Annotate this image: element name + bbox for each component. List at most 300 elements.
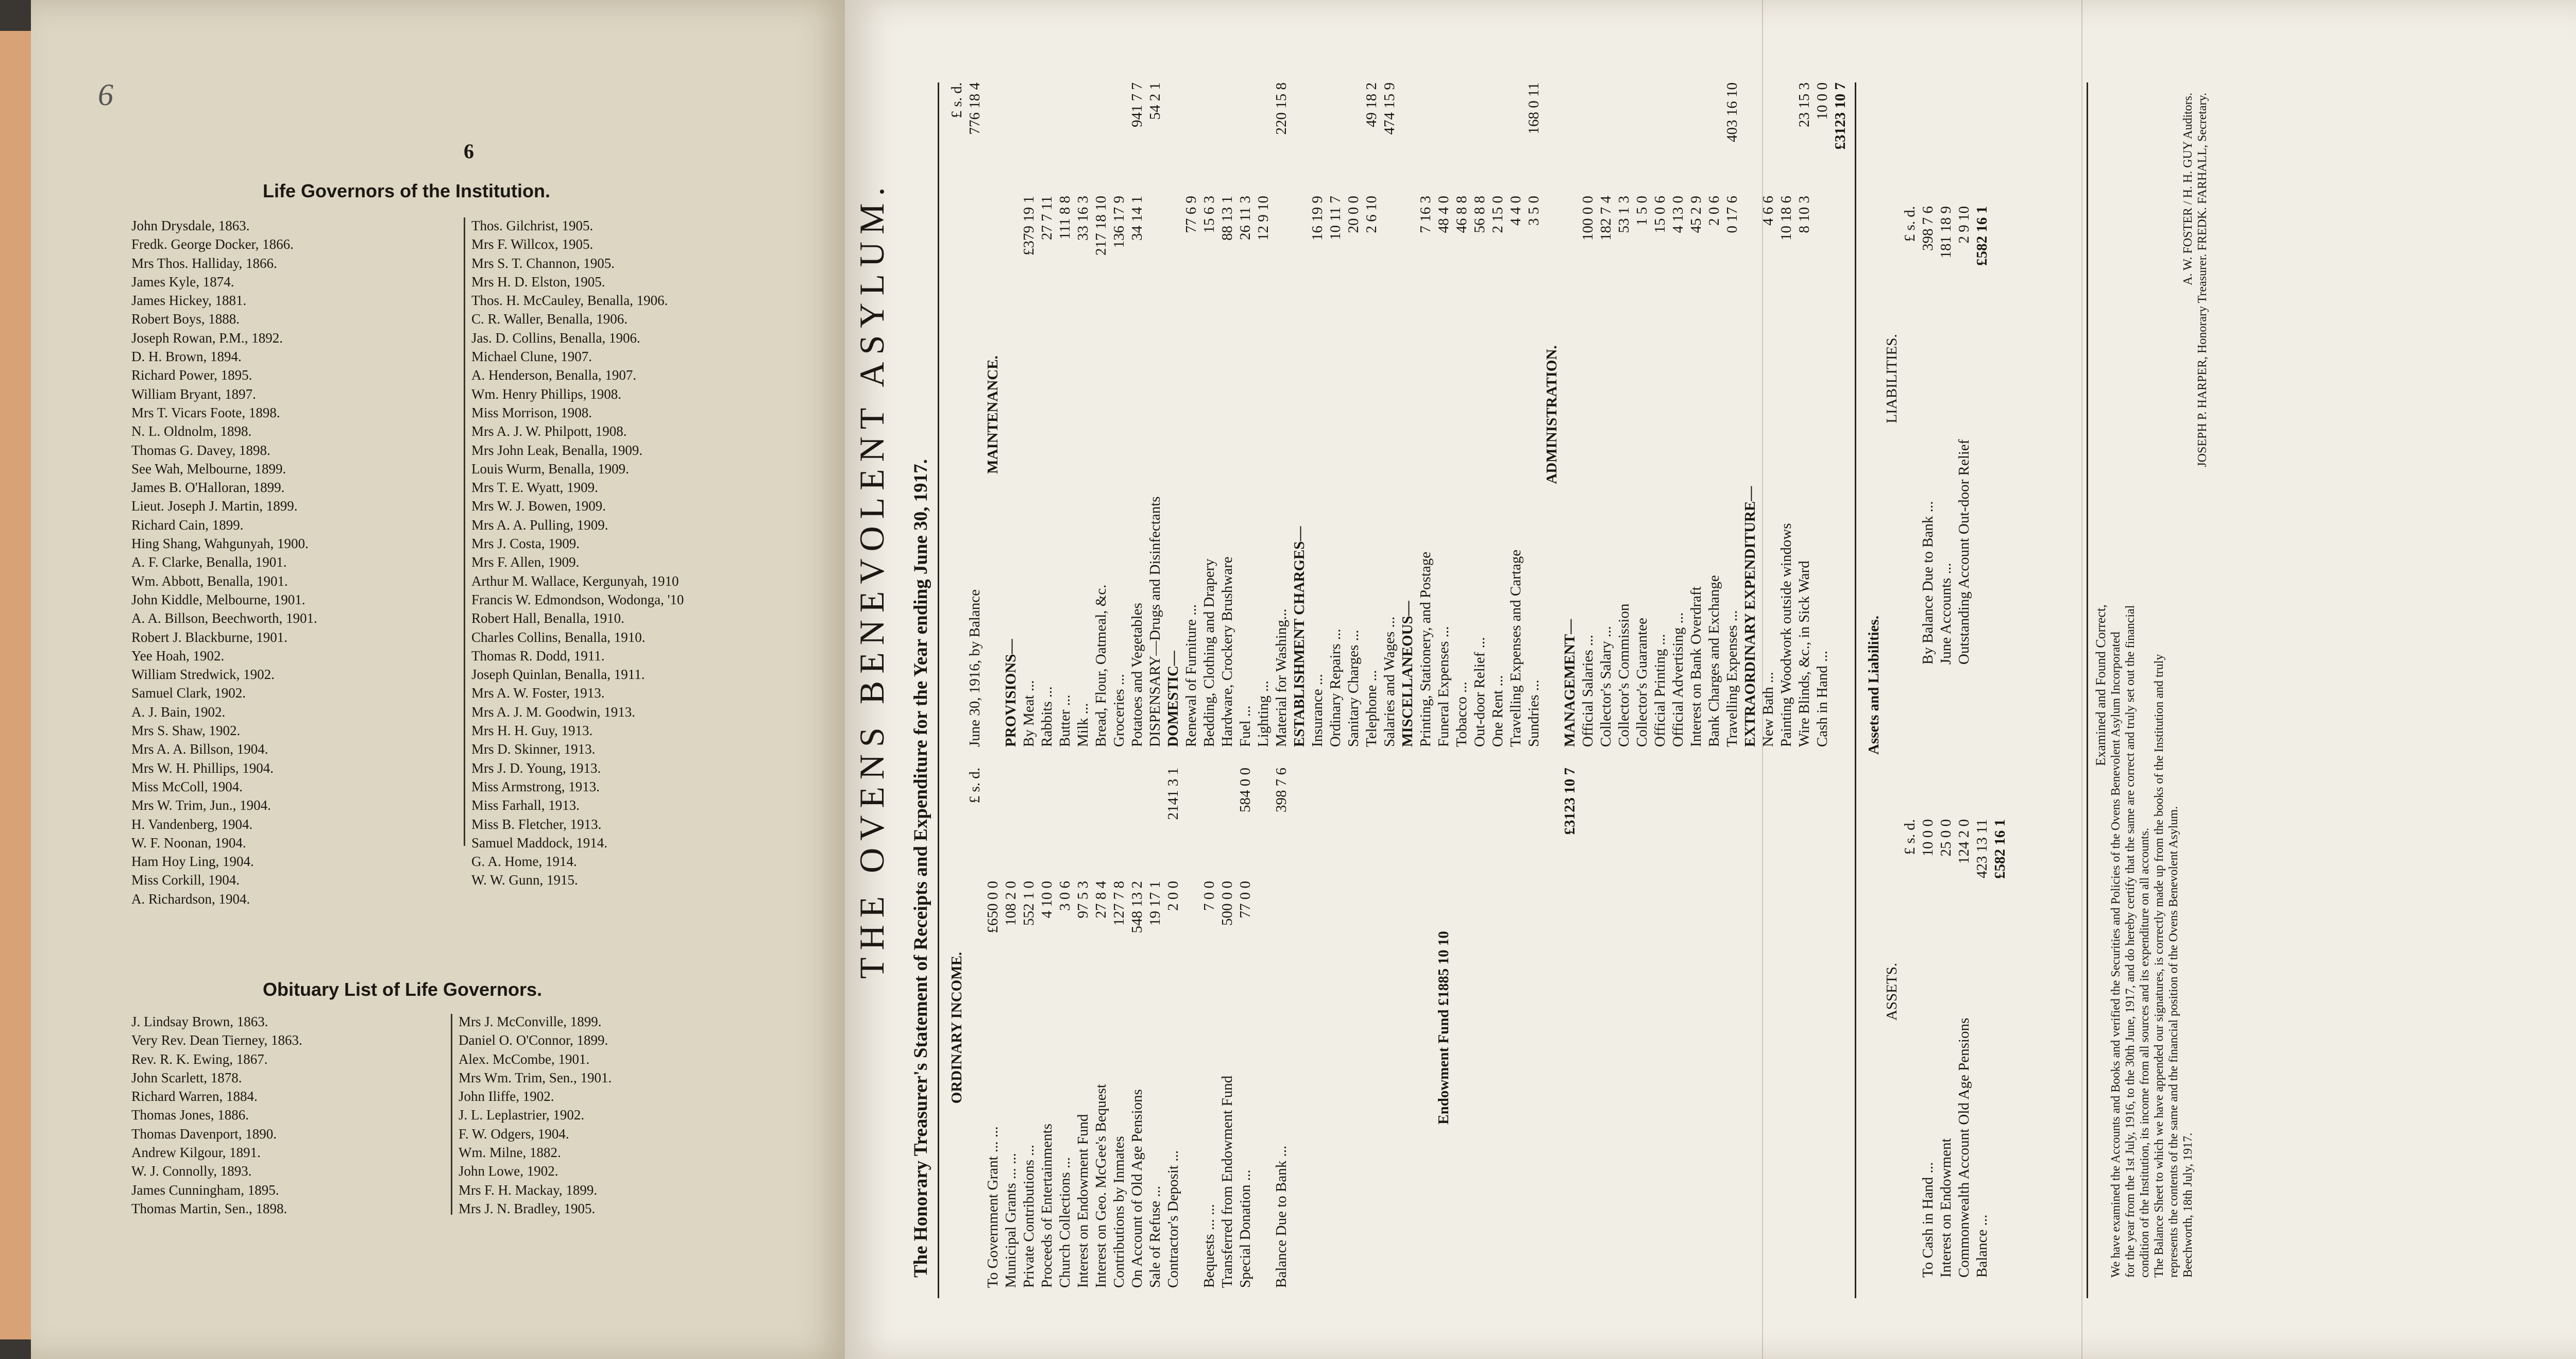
ledger-label: Sale of Refuse ...	[1147, 1185, 1163, 1288]
ledger-row	[1991, 706, 2009, 1278]
governor-entry: Samuel Maddock, 1914.	[471, 835, 607, 851]
ledger-amounts	[984, 768, 1002, 979]
liabilities-column	[1883, 93, 2009, 665]
ledger-total	[1110, 82, 1128, 180]
ledger-amount	[966, 881, 984, 979]
assets-column	[1883, 706, 2009, 1278]
ledger-total	[1777, 82, 1795, 180]
ledger-amount: 100 0 0	[1580, 196, 1596, 241]
ledger-total	[1973, 706, 1991, 804]
governor-entry: Hing Shang, Wahgunyah, 1900.	[131, 536, 309, 552]
establishment-header: ESTABLISHMENT CHARGES—	[1291, 526, 1308, 747]
governor-entry: Thomas G. Davey, 1898.	[131, 442, 270, 458]
ledger-amounts	[1525, 82, 1543, 294]
ledger-amounts	[1669, 82, 1687, 294]
ledger-row	[1615, 82, 1633, 747]
governor-entry: Mrs F. Willcox, 1905.	[471, 236, 594, 252]
ledger-row	[1218, 768, 1236, 1288]
governor-entry: Samuel Clark, 1902.	[131, 685, 246, 701]
ledger-total	[1002, 768, 1020, 865]
auditor-1: A. W. FOSTER	[2181, 208, 2195, 285]
obituary-entry: Richard Warren, 1884.	[131, 1089, 258, 1105]
ledger-total	[1687, 82, 1705, 180]
governor-entry: Mrs A. J. W. Philpott, 1908.	[471, 423, 627, 439]
ledger-label: Interest on Bank Overdraft	[1688, 586, 1704, 747]
ledger-amounts	[1901, 706, 1919, 917]
ledger-total	[1579, 82, 1597, 180]
governor-entry: William Bryant, 1897.	[131, 386, 256, 402]
governor-entry: John Drysdale, 1863.	[131, 218, 250, 233]
ledger-label: Commonwealth Account Old Age Pensions	[1956, 1017, 1972, 1278]
ledger-amount: 4 10 0	[1039, 881, 1055, 919]
governor-entry: N. L. Oldnolm, 1898.	[131, 423, 252, 439]
governor-entry: Jas. D. Collins, Benalla, 1906.	[471, 330, 640, 346]
ledger-total	[1327, 82, 1345, 180]
ledger-row	[1092, 82, 1110, 747]
ledger-row	[1038, 82, 1056, 747]
governor-entry: A. Richardson, 1904.	[131, 891, 250, 907]
signatures	[2179, 93, 2194, 1278]
ledger-row	[1182, 82, 1200, 747]
governor-entry: Mrs W. H. Phillips, 1904.	[131, 760, 274, 776]
left-page	[31, 0, 845, 1359]
obituary-column-2	[459, 1012, 612, 1218]
spacer	[1453, 768, 1471, 1288]
ledger-total: 49 18 2	[1363, 82, 1380, 127]
ledger-amount: 2 0 6	[1706, 196, 1722, 226]
obituary-entry: Thomas Martin, Sen., 1898.	[131, 1200, 287, 1216]
ledger-label: New Bath ...	[1760, 672, 1776, 747]
governor-entry: Mrs A. A. Pulling, 1909.	[471, 517, 608, 533]
ledger-total: £ s. d.	[948, 82, 965, 118]
ledger-row	[1110, 82, 1128, 747]
ledger-row	[966, 82, 984, 747]
ledger-amounts	[1327, 82, 1345, 294]
obituary-entry: F. W. Odgers, 1904.	[459, 1126, 569, 1142]
audit-statement-line: represents the contents of the same and the financial position of the Ovens Benevolent Asylum.	[2167, 806, 2180, 1278]
ledger-amounts	[1110, 82, 1128, 294]
ledger-total	[1218, 768, 1236, 865]
ledger-total: 168 0 11	[1526, 82, 1542, 134]
ledger-amount: £582 16 1	[1974, 206, 1990, 266]
ledger-total	[1056, 82, 1074, 180]
ledger-amount: 12 9 10	[1255, 196, 1272, 241]
governor-entry: Thos. H. McCauley, Benalla, 1906.	[471, 293, 668, 309]
governor-entry: A. A. Billson, Beechworth, 1901.	[131, 610, 317, 626]
governor-entry: Mrs J. D. Young, 1913.	[471, 760, 601, 776]
ledger-row	[1832, 82, 1850, 747]
ledger-total	[1110, 768, 1128, 865]
ledger-label: June 30, 1916, by Balance	[967, 589, 983, 747]
ledger-amount: 46 8 8	[1453, 196, 1470, 233]
ledger-amount: 27 7 11	[1039, 196, 1055, 240]
ledger-row	[1273, 82, 1291, 747]
ledger-row	[1309, 82, 1327, 747]
governor-entry: A. J. Bain, 1902.	[131, 704, 226, 720]
ledger-label: Groceries ...	[1111, 674, 1127, 747]
ledger-amount	[1561, 881, 1579, 979]
ledger-total	[1615, 82, 1633, 180]
ledger-amount: 45 2 9	[1688, 196, 1704, 233]
officer-names	[2194, 93, 2208, 467]
governor-entry: Lieut. Joseph J. Martin, 1899.	[131, 498, 298, 514]
ledger-label: By Balance Due to Bank ...	[1920, 501, 1936, 665]
obituary-entry: John Scarlett, 1878.	[131, 1069, 242, 1085]
ledger-amount: 16 19 9	[1309, 196, 1326, 241]
ledger-amounts	[1074, 82, 1092, 294]
ledger-total: 776 18 4	[967, 82, 983, 135]
ledger-amounts	[1309, 82, 1327, 294]
ledger-total	[1182, 82, 1200, 180]
governor-entry: Mrs S. T. Channon, 1905.	[471, 255, 615, 271]
ledger-label: Insurance ...	[1309, 674, 1326, 747]
ledger-label: Fuel ...	[1237, 705, 1253, 747]
receipts-header: ORDINARY INCOME.	[948, 952, 965, 1104]
ledger-total	[1146, 768, 1164, 865]
ledger-row	[1705, 82, 1723, 747]
governor-entry: Richard Power, 1895.	[131, 367, 252, 383]
ledger-amount: 108 2 0	[1003, 881, 1019, 926]
ledger-total: £3123 10 7	[1832, 82, 1849, 150]
obituary-entry: Mrs Wm. Trim, Sen., 1901.	[459, 1069, 612, 1085]
ledger-amounts	[1937, 706, 1955, 917]
life-governors-heading: Life Governors of the Institution.	[263, 180, 550, 201]
spacer	[1363, 768, 1381, 1288]
ledger-total: £3123 10 7	[1562, 768, 1578, 835]
provisions-header: PROVISIONS—	[1003, 639, 1019, 747]
ledger-amounts	[1146, 768, 1164, 979]
ledger-total	[1056, 768, 1074, 865]
governor-entry: H. Vandenberg, 1904.	[131, 816, 253, 832]
ledger-row	[1795, 82, 1814, 747]
ledger-amounts	[1795, 82, 1814, 294]
ledger-amounts	[1991, 706, 2009, 917]
ledger-row	[1579, 82, 1597, 747]
ledger-total	[1038, 768, 1056, 865]
governor-entry: Robert Boys, 1888.	[131, 311, 240, 327]
ledger-total	[1309, 82, 1327, 180]
ledger-amount: 217 18 10	[1093, 196, 1109, 256]
ledger-row	[1955, 706, 1973, 1278]
ledger-amounts	[1363, 82, 1381, 294]
statement-title: THE OVENS BENEVOLENT ASYLUM.	[852, 180, 891, 979]
governor-entry: D. H. Brown, 1894.	[131, 349, 242, 365]
obituary-entry: Mrs F. H. Mackay, 1899.	[459, 1182, 598, 1198]
misc-header: MISCELLANEOUS—	[1399, 601, 1416, 747]
ledger-total	[1955, 93, 1973, 191]
ledger-amount: 19 17 1	[1147, 881, 1163, 926]
ledger-amounts	[1435, 82, 1453, 294]
governor-entry: Mrs D. Skinner, 1913.	[471, 741, 596, 757]
ledger-amount: 97 5 3	[1075, 881, 1091, 919]
ledger-amounts	[1092, 768, 1110, 979]
audit-statement-line: We have examined the Accounts and Books and verified the Securities and Policies of the Ovens Benevolent Asylum Incorporated	[2109, 632, 2123, 1278]
obituary-entry: James Cunningham, 1895.	[131, 1182, 279, 1198]
ledger-row	[1633, 82, 1651, 747]
governor-entry: James B. O'Halloran, 1899.	[131, 480, 285, 496]
ledger-row	[948, 82, 966, 747]
ledger-amount: £379 19 1	[1021, 196, 1037, 256]
ledger-amount: 15 0 6	[1652, 196, 1668, 233]
audit-statement-line: The Balance Sheet to which we have appended our signatures, is correctly made up from the books of the Institution and truly	[2153, 654, 2166, 1278]
ledger-total	[1417, 82, 1435, 180]
ledger-total	[1919, 93, 1937, 191]
governor-entry: Mrs T. Vicars Foote, 1898.	[131, 404, 280, 420]
ledger-amount: 3 5 0	[1526, 196, 1542, 226]
ledger-amounts	[1955, 706, 1973, 917]
ledger-label: Telephone ...	[1363, 670, 1380, 747]
receipts-column	[948, 768, 1579, 1288]
ledger-label: Interest on Endowment	[1938, 1138, 1954, 1278]
ledger-label: Out-door Relief ...	[1471, 637, 1488, 747]
ledger-row	[1471, 82, 1489, 747]
ledger-label: To Government Grant ... ...	[985, 1126, 1001, 1288]
audit-statement-line: condition of the Institution, its income from all sources and its expenditure on all accounts.	[2138, 827, 2151, 1278]
ledger-label: Funeral Expenses ...	[1435, 626, 1452, 747]
ledger-amounts	[1759, 82, 1777, 294]
ledger-total: 584 0 0	[1237, 768, 1253, 812]
ledger-label: Official Printing ...	[1652, 634, 1668, 747]
ledger-total	[1759, 82, 1777, 180]
ledger-amount: 181 18 9	[1938, 206, 1954, 259]
ledger-amounts	[1453, 82, 1471, 294]
obituary-entry: J. Lindsay Brown, 1863.	[131, 1014, 268, 1029]
ledger-amount: 10 18 6	[1778, 196, 1794, 241]
ledger-total	[1973, 93, 1991, 191]
ledger-amounts	[1651, 82, 1669, 294]
ledger-label: Interest on Geo. McGee's Bequest	[1093, 1084, 1109, 1288]
ledger-amounts	[1919, 706, 1937, 917]
obituary-entry: Thomas Davenport, 1890.	[131, 1126, 277, 1142]
ledger-amounts	[1687, 82, 1705, 294]
ledger-label: Travelling Expenses ...	[1724, 610, 1740, 747]
ledger-amounts	[1507, 82, 1525, 294]
ledger-row	[1973, 706, 1991, 1278]
governor-entry: Robert J. Blackburne, 1901.	[131, 629, 287, 645]
ledger-total: 403 16 10	[1724, 82, 1740, 142]
ledger-label: June Accounts ...	[1938, 563, 1954, 665]
ledger-total	[1453, 82, 1471, 180]
governor-entry: Miss McColl, 1904.	[131, 778, 243, 794]
ledger-amount: 2 15 0	[1489, 196, 1506, 233]
ledger-row	[1687, 82, 1705, 747]
ledger-row	[1128, 768, 1146, 1288]
governor-entry: Mrs J. Costa, 1909.	[471, 536, 580, 552]
management-header: MANAGEMENT—	[1562, 619, 1578, 747]
obituary-entry: Mrs J. N. Bradley, 1905.	[459, 1200, 596, 1216]
governor-entry: Mrs Thos. Halliday, 1866.	[131, 255, 277, 271]
ledger-total	[1991, 706, 2009, 804]
obituary-entry: Daniel O. O'Connor, 1899.	[459, 1032, 608, 1048]
ledger-label: Bequests ... ...	[1201, 1204, 1217, 1288]
ledger-amounts	[1020, 768, 1038, 979]
ledger-label: Material for Washing...	[1273, 608, 1290, 747]
governor-entry: Mrs W. J. Bowen, 1909.	[471, 498, 606, 514]
ledger-total	[1471, 82, 1489, 180]
governor-entry: Mrs T. E. Wyatt, 1909.	[471, 480, 598, 496]
ledger-label: Ordinary Repairs ...	[1327, 628, 1344, 747]
ledger-amounts	[966, 82, 984, 294]
ledger-label: Sanitary Charges ...	[1345, 630, 1362, 747]
governor-entry: Miss Farhall, 1913.	[471, 797, 580, 813]
ledger-total	[1218, 82, 1236, 180]
governor-entry: Arthur M. Wallace, Kergunyah, 1910	[471, 573, 679, 589]
ledger-total	[1092, 82, 1110, 180]
ledger-label: Official Salaries ...	[1580, 635, 1596, 747]
ledger-total	[1345, 82, 1363, 180]
ledger-amount: 7 16 3	[1417, 196, 1434, 233]
ledger-label: Contributions by Inmates	[1111, 1136, 1127, 1288]
secretary: FREDK. FARHALL, Secretary.	[2196, 93, 2209, 251]
ledger-amounts	[1236, 768, 1255, 979]
ledger-label: Municipal Grants ... ...	[1003, 1153, 1019, 1288]
place-date: Beechworth, 18th July, 1917.	[2181, 1132, 2195, 1278]
ledger-amount: 26 11 3	[1237, 196, 1253, 240]
expenditure-column	[948, 82, 1850, 747]
governor-entry: William Stredwick, 1902.	[131, 667, 275, 683]
governor-entry: Charles Collins, Benalla, 1910.	[471, 629, 646, 645]
balance-heading: Assets and Liabilities.	[1866, 616, 1882, 755]
audit-examined: Examined and Found Correct,	[2093, 604, 2108, 766]
governor-entry: Thomas R. Dodd, 1911.	[471, 648, 605, 664]
governor-entry: James Hickey, 1881.	[131, 293, 247, 309]
spacer	[1182, 768, 1200, 1288]
ledger-amounts	[1128, 768, 1146, 979]
ledger-row	[1236, 768, 1255, 1288]
governor-entry: C. R. Waller, Benalla, 1906.	[471, 311, 628, 327]
ledger-amount: 7 0 0	[1201, 881, 1217, 911]
obituary-heading: Obituary List of Life Governors.	[263, 979, 543, 1000]
ledger-amounts	[1489, 82, 1507, 294]
ledger-amount: 548 13 2	[1129, 881, 1145, 933]
ledger-amount: 53 1 3	[1616, 196, 1632, 233]
obituary-entry: John Lowe, 1902.	[459, 1163, 558, 1179]
pencil-mark: 6	[98, 78, 113, 112]
ledger-total: £ s. d.	[967, 768, 983, 804]
ledger-amount: 1 5 0	[1634, 196, 1650, 226]
life-governors-column-2	[471, 216, 684, 890]
ledger-label: On Account of Old Age Pensions	[1129, 1089, 1145, 1288]
ledger-label: Potatoes and Vegetables	[1129, 603, 1145, 747]
ledger-amounts	[1973, 93, 1991, 304]
ledger-label: Outstanding Account Out-door Relief	[1956, 439, 1972, 665]
ledger-label: Transferred from Endowment Fund	[1219, 1075, 1235, 1288]
obituary-entry: Wm. Milne, 1882.	[459, 1145, 561, 1161]
ledger-total	[1489, 82, 1507, 180]
obituary-entry: John Iliffe, 1902.	[459, 1089, 554, 1105]
ledger-label: Collector's Guarantee	[1634, 618, 1650, 747]
ledger-total	[1236, 82, 1255, 180]
ledger-row	[966, 768, 984, 1288]
auditor-2: H. H. GUY	[2181, 141, 2195, 198]
page-number: 6	[464, 140, 474, 163]
ledger-amount: 27 8 4	[1093, 881, 1109, 919]
ledger-row	[1651, 82, 1669, 747]
obituary-entry: Mrs J. McConville, 1899.	[459, 1014, 602, 1029]
obituary-entry: W. J. Connolly, 1893.	[131, 1163, 252, 1179]
spacer	[1489, 768, 1507, 1288]
ledger-total	[1200, 768, 1218, 865]
ledger-label: Interest on Endowment Fund	[1075, 1114, 1091, 1288]
ledger-row	[1973, 93, 1991, 665]
obituary-entry: Andrew Kilgour, 1891.	[131, 1145, 261, 1161]
governor-entry: Mrs A. W. Foster, 1913.	[471, 685, 605, 701]
ledger-amount: 4 4 0	[1507, 196, 1524, 226]
ledger-amount: 127 7 8	[1111, 881, 1127, 926]
ledger-amounts	[1038, 82, 1056, 294]
ledger-label: Renewal of Furniture ...	[1183, 604, 1199, 747]
ledger-amount: 10 11 7	[1327, 196, 1344, 240]
ledger-label: Painting Woodwork outside windows	[1778, 523, 1794, 747]
ledger-row	[1507, 82, 1525, 747]
ledger-row	[1417, 82, 1435, 747]
ledger-amount: 4 13 0	[1670, 196, 1686, 233]
ledger-total	[1901, 706, 1919, 804]
governor-entry: Fredk. George Docker, 1866.	[131, 236, 294, 252]
ledger-total	[1919, 706, 1937, 804]
ledger-amounts	[1381, 82, 1399, 294]
audit-certificate	[2092, 93, 2208, 1278]
ledger-amounts	[1020, 82, 1038, 294]
page-edge	[0, 31, 31, 1339]
ledger-amount: 124 2 0	[1956, 819, 1972, 864]
ledger-amounts	[1128, 82, 1146, 294]
governor-entry: John Kiddle, Melbourne, 1901.	[131, 591, 306, 607]
treasurer: JOSEPH P. HARPER, Honorary Treasurer.	[2196, 253, 2209, 467]
ledger-amounts	[1597, 82, 1615, 294]
ledger-amount: 77 0 0	[1237, 881, 1253, 919]
ledger-row	[1669, 82, 1687, 747]
ledger-amount	[1381, 196, 1399, 294]
ledger-amounts	[1615, 82, 1633, 294]
ledger-row	[1020, 82, 1038, 747]
spacer	[1255, 768, 1273, 1288]
ledger-total	[1020, 768, 1038, 865]
ledger-amounts	[1002, 768, 1020, 979]
ledger-label: Bedding, Clothing and Drapery	[1201, 558, 1217, 747]
statement-sheet	[852, 62, 2576, 1319]
ledger-row	[1128, 82, 1146, 747]
spacer	[1399, 768, 1417, 1288]
governor-entry: W. F. Noonan, 1904.	[131, 835, 246, 851]
ledger-total	[1092, 768, 1110, 865]
ledger-row	[1218, 82, 1236, 747]
spacer	[1327, 768, 1345, 1288]
ledger-amount	[1832, 196, 1850, 294]
ledger-total: 398 7 6	[1273, 768, 1290, 812]
ledger-row	[1937, 93, 1955, 665]
governor-entry: A. F. Clarke, Benalla, 1901.	[131, 554, 287, 570]
governor-entry: Mrs F. Allen, 1909.	[471, 554, 580, 570]
ledger-amount: 398 7 6	[1920, 206, 1936, 251]
maintenance-header: MAINTENANCE.	[985, 355, 1001, 474]
ledger-amounts	[1074, 768, 1092, 979]
ledger-total	[1633, 82, 1651, 180]
ledger-label: Collector's Salary ...	[1598, 626, 1614, 747]
ledger-amount: 136 17 9	[1111, 196, 1127, 248]
ledger-total	[1955, 706, 1973, 804]
ledger-label: Bread, Flour, Oatmeal, &c.	[1093, 584, 1109, 747]
governor-entry: W. W. Gunn, 1915.	[471, 872, 578, 888]
ledger-amount: 8 10 3	[1796, 196, 1812, 233]
ledger-amount: 0 17 6	[1724, 196, 1740, 233]
audit-statement-line: for the year from the 1st July, 1916, to the 30th June, 1917, and do hereby certify that the same are correct and truly set out the financial	[2124, 605, 2137, 1278]
ledger-total: 2141 3 1	[1165, 768, 1181, 820]
ledger-row	[1092, 768, 1110, 1288]
ledger-amounts	[1723, 82, 1741, 294]
governor-entry: Mrs W. Trim, Jun., 1904.	[131, 797, 271, 813]
administration-header: ADMINISTRATION.	[1544, 345, 1560, 484]
